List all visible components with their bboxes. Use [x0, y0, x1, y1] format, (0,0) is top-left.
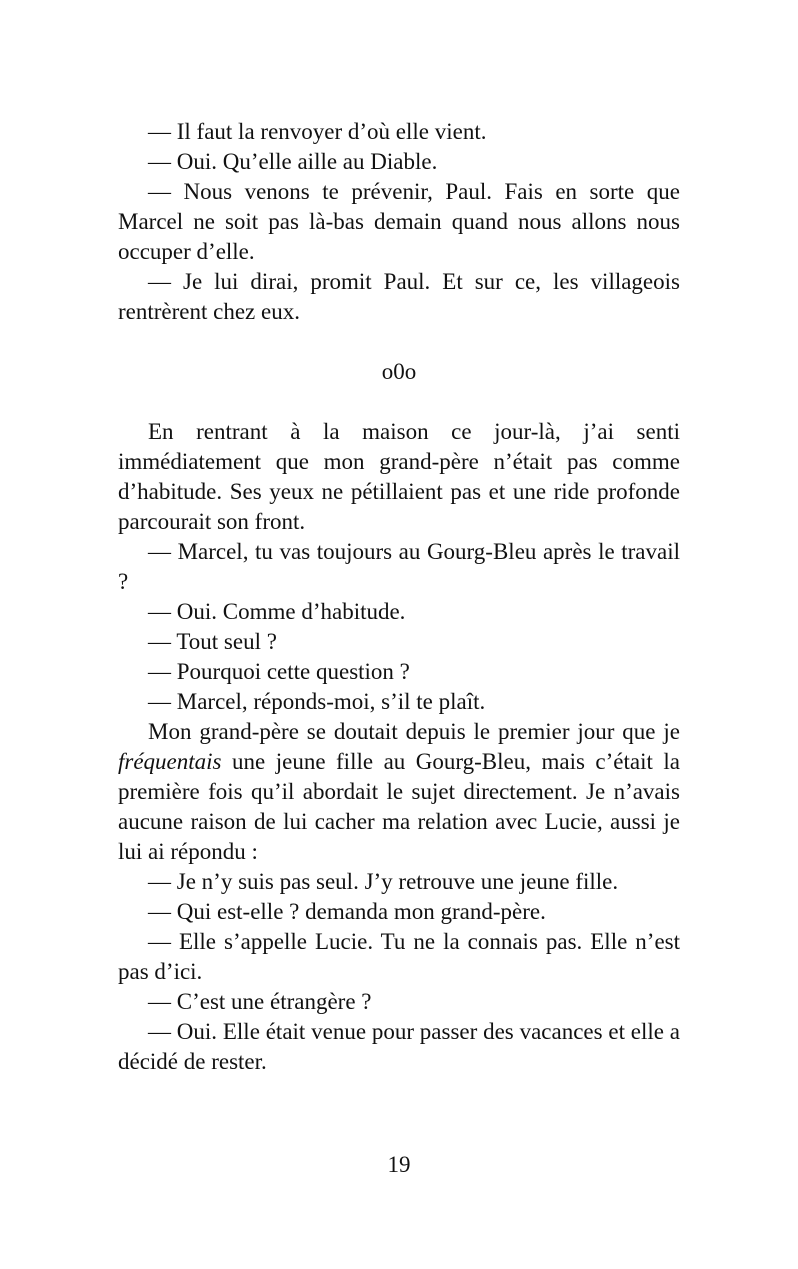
page-body	[118, 117, 680, 1077]
dialogue-line: — Marcel, réponds-moi, s’il te plaît.	[148, 689, 486, 714]
dialogue-line: — Tout seul ?	[148, 629, 277, 654]
narrative-paragraph: En rentrant à la maison ce jour-là, j’ai senti immédiatement que mon grand-père n’était pas comme d’habitude. Ses yeux ne pétillaient pas et une ride profonde parcourait son front.	[118, 419, 680, 534]
page-number: 19	[387, 1152, 411, 1177]
dialogue-line: — Il faut la renvoyer d’où elle vient.	[148, 119, 487, 144]
dialogue-line: — Oui. Comme d’habitude.	[148, 599, 406, 624]
dialogue-line: — Pourquoi cette question ?	[148, 659, 410, 684]
text-run: une jeune fille au Gourg-Bleu, mais c’était la première fois qu’il abordait le sujet directement. Je n’avais aucune raison de lui cacher ma relation avec Lucie, aussi je lui ai répondu :	[118, 749, 680, 864]
dialogue-line: — Qui est-elle ? demanda mon grand-père.	[148, 899, 546, 924]
dialogue-line: — Marcel, tu vas toujours au Gourg-Bleu après le travail ?	[118, 539, 680, 594]
dialogue-line: — Je lui dirai, promit Paul. Et sur ce, les villageois rentrèrent chez eux.	[118, 269, 680, 324]
dialogue-line: — Oui. Elle était venue pour passer des vacances et elle a décidé de rester.	[118, 1019, 680, 1074]
dialogue-line: — Oui. Qu’elle aille au Diable.	[148, 149, 438, 174]
narrative-paragraph	[118, 717, 680, 867]
section-separator: o0o	[381, 359, 417, 384]
text-run: Mon grand-père se doutait depuis le premier jour que je	[148, 719, 680, 744]
italic-word: fréquentais	[118, 749, 222, 774]
dialogue-line: — Elle s’appelle Lucie. Tu ne la connais pas. Elle n’est pas d’ici.	[118, 929, 680, 984]
dialogue-line: — C’est une étrangère ?	[148, 989, 372, 1014]
dialogue-line: — Je n’y suis pas seul. J’y retrouve une jeune fille.	[148, 869, 619, 894]
dialogue-line: — Nous venons te prévenir, Paul. Fais en sorte que Marcel ne soit pas là-bas demain quand nous allons nous occuper d’elle.	[118, 179, 680, 264]
